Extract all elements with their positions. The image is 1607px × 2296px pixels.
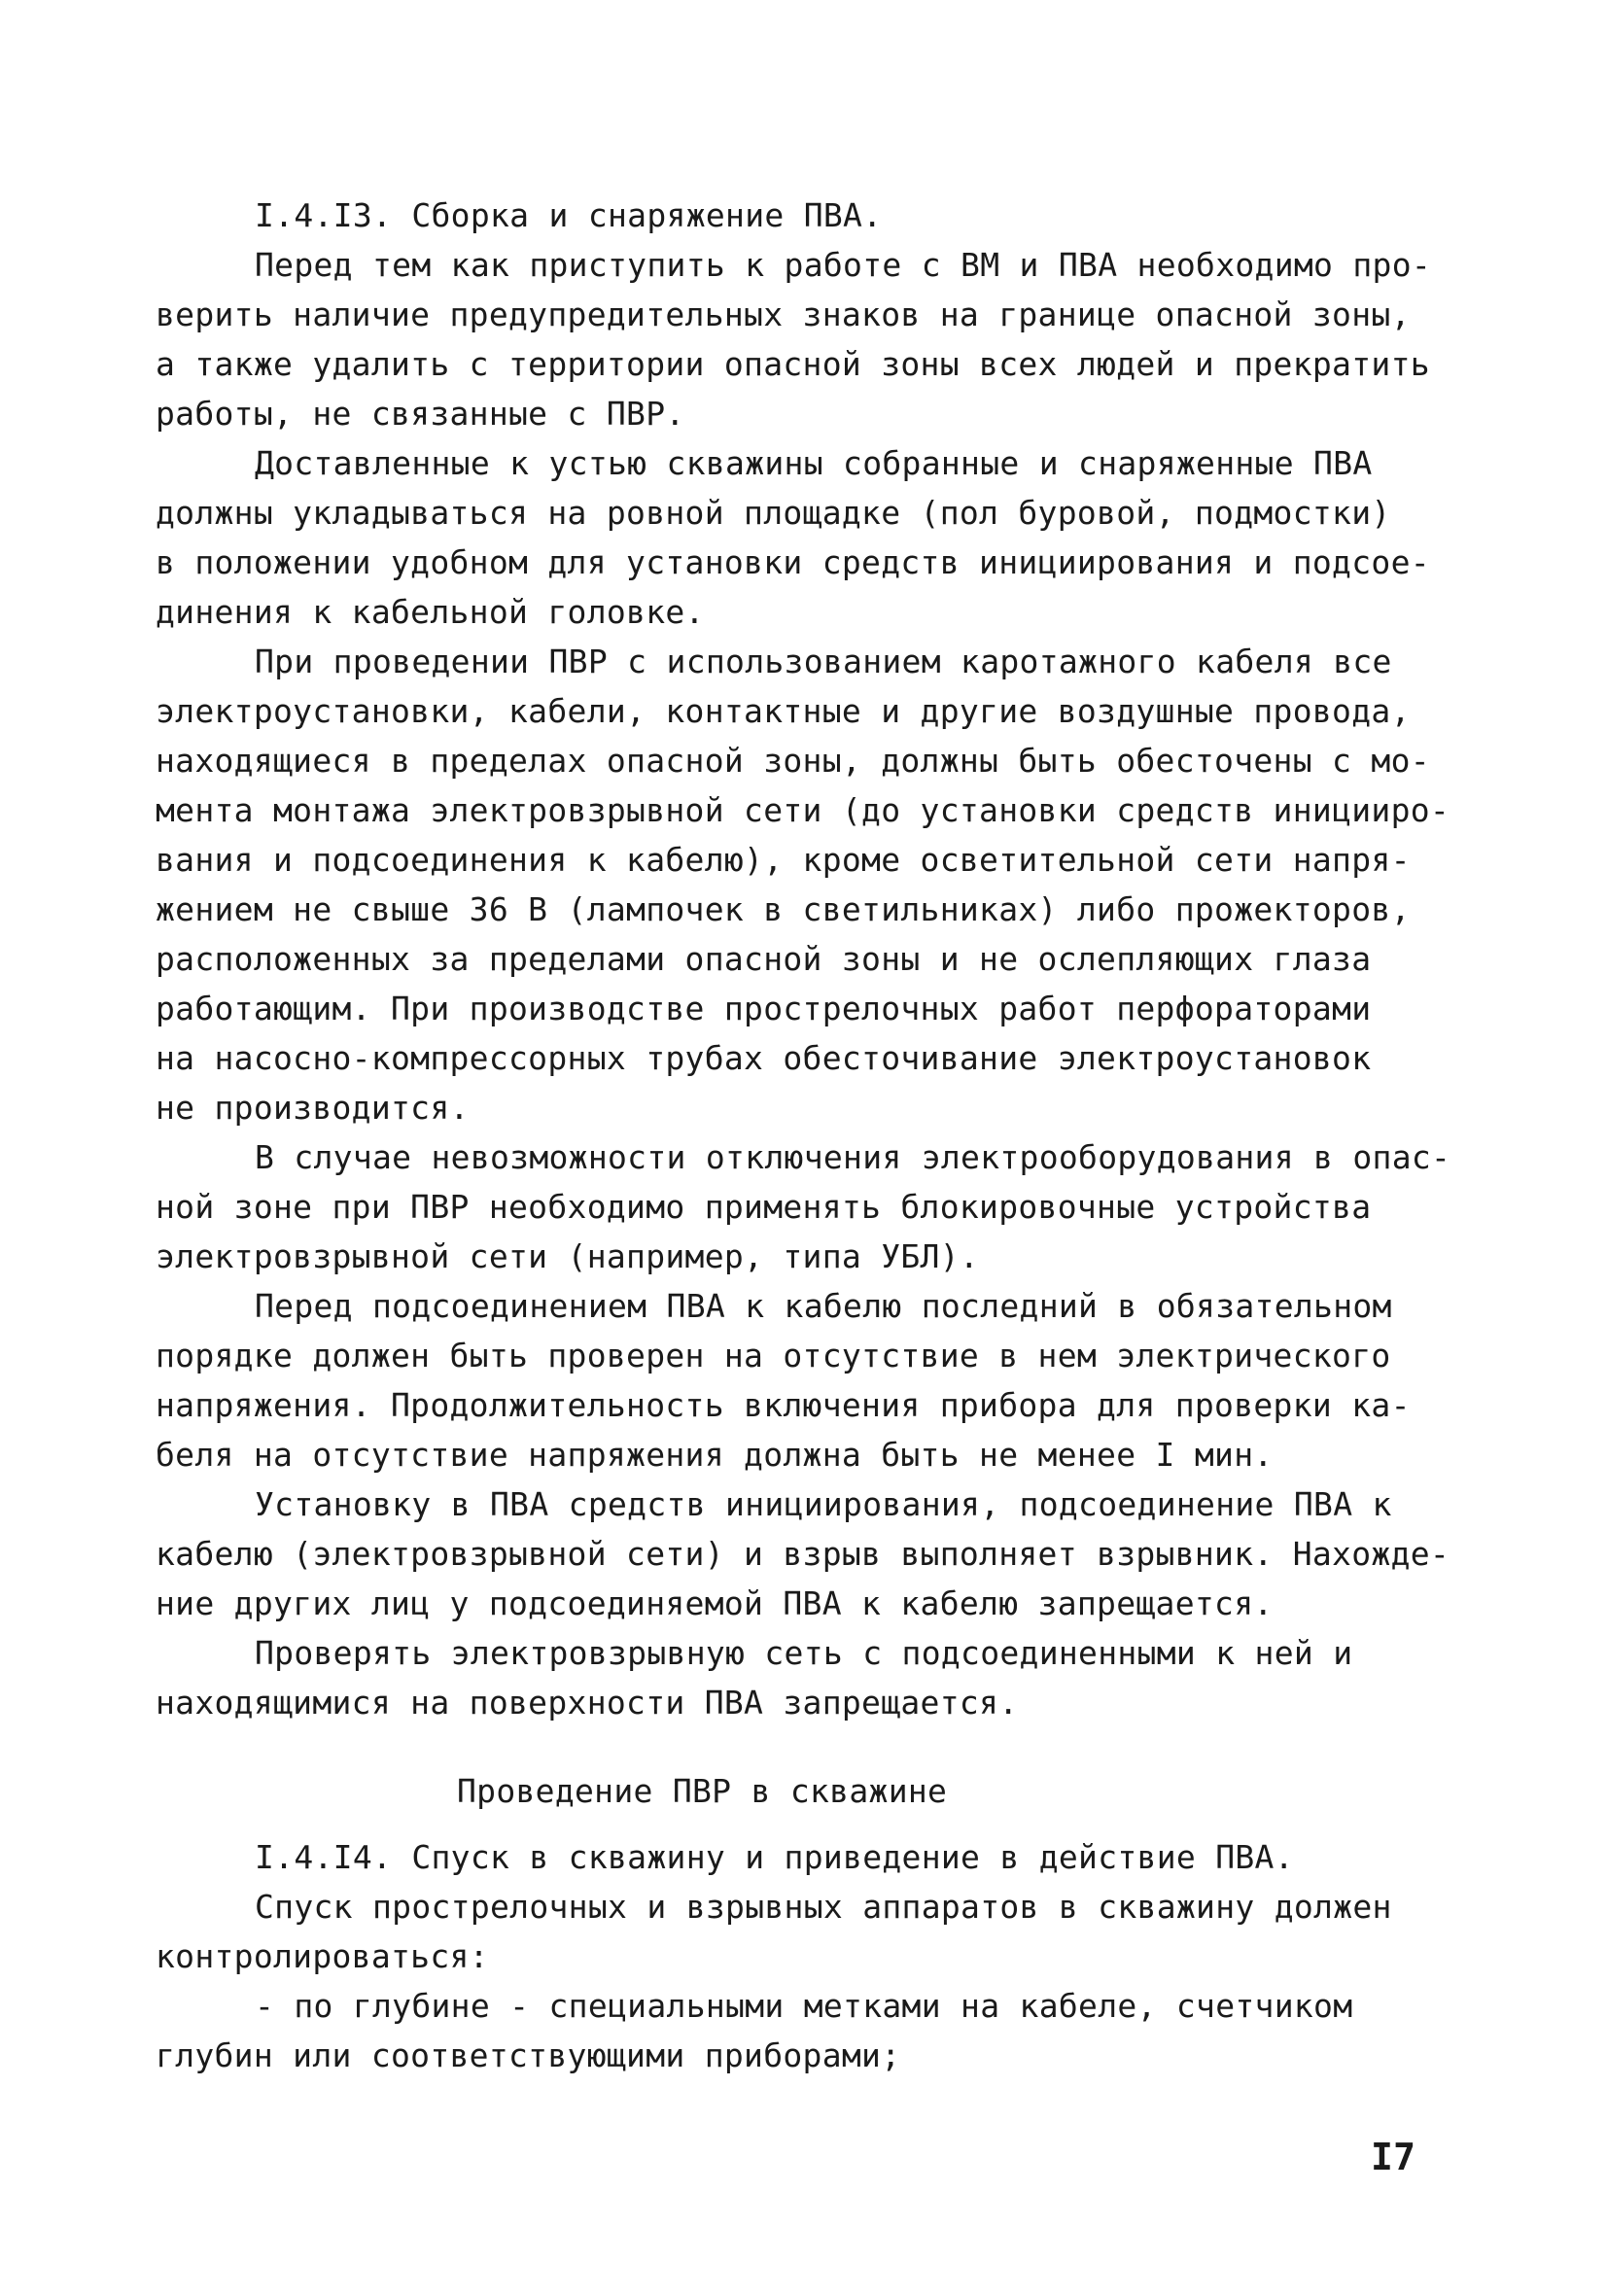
text-line: ние других лиц у подсоединяемой ПВА к кабелю запрещается. (156, 1584, 1274, 1622)
text-line: контролироваться: (156, 1937, 489, 1975)
text-line: глубин или соответствующими приборами; (156, 2036, 901, 2074)
text-line: Установку в ПВА средств инициирования, подсоединение ПВА к (255, 1485, 1392, 1523)
text-line: а также удалить с территории опасной зоны всех людей и прекратить (156, 345, 1430, 383)
text-line: электроустановки, кабели, контактные и другие воздушные провода, (156, 692, 1411, 730)
text-line: При проведении ПВР с использованием каротажного кабеля все (255, 643, 1392, 680)
text-line: напряжения. Продолжительность включения прибора для проверки ка- (156, 1386, 1411, 1424)
text-line: расположенных за пределами опасной зоны и не ослепляющих глаза (156, 940, 1372, 978)
text-line: верить наличие предупредительных знаков на границе опасной зоны, (156, 296, 1411, 333)
text-line: вания и подсоединения к кабелю), кроме осветительной сети напря- (156, 841, 1411, 879)
text-line: порядке должен быть проверен на отсутствие в нем электрического (156, 1337, 1391, 1374)
text-line: не производится. (156, 1089, 470, 1127)
text-line: динения к кабельной головке. (156, 593, 705, 631)
text-line: находящимися на поверхности ПВА запрещается. (156, 1684, 1019, 1722)
text-line: жением не свыше 36 В (лампочек в светильниках) либо прожекторов, (156, 890, 1411, 928)
section-heading-1-4-14: I.4.I4. Спуск в скважину и приведение в действие ПВА. (255, 1838, 1294, 1876)
text-line: находящиеся в пределах опасной зоны, должны быть обесточены с мо- (156, 742, 1430, 780)
text-line: электровзрывной сети (например, типа УБЛ). (156, 1237, 980, 1275)
text-line: работающим. При производстве прострелочных работ перфораторами (156, 990, 1372, 1027)
text-line: беля на отсутствие напряжения должна быть не менее I мин. (156, 1436, 1274, 1474)
text-line: - по глубине - специальными метками на кабеле, счетчиком (255, 1987, 1353, 2025)
text-line: мента монтажа электровзрывной сети (до установки средств иницииро- (156, 791, 1450, 829)
section-heading-1-4-13: I.4.I3. Сборка и снаряжение ПВА. (255, 196, 883, 234)
text-line: в положении удобном для установки средств инициирования и подсое- (156, 543, 1430, 581)
subsection-title: Проведение ПВР в скважине (457, 1772, 948, 1810)
text-line: Перед тем как приступить к работе с ВМ и ПВА необходимо про- (255, 246, 1432, 284)
text-line: Перед подсоединением ПВА к кабелю последний в обязательном (255, 1287, 1392, 1325)
text-line: Доставленные к устью скважины собранные и снаряженные ПВА (255, 444, 1373, 482)
text-line: Спуск прострелочных и взрывных аппаратов в скважину должен (255, 1888, 1392, 1926)
page-number: I7 (1371, 2136, 1416, 2178)
text-line: Проверять электровзрывную сеть с подсоединенными к ней и (255, 1634, 1353, 1672)
text-line: на насосно-компрессорных трубах обесточивание электроустановок (156, 1039, 1372, 1077)
text-line: должны укладываться на ровной площадке (пол буровой, подмостки) (156, 494, 1391, 532)
text-line: ной зоне при ПВР необходимо применять блокировочные устройства (156, 1188, 1372, 1226)
text-line: В случае невозможности отключения электрооборудования в опас- (255, 1138, 1451, 1176)
text-line: кабелю (электровзрывной сети) и взрыв выполняет взрывник. Нахожде- (156, 1535, 1450, 1573)
text-line: работы, не связанные с ПВР. (156, 395, 685, 433)
